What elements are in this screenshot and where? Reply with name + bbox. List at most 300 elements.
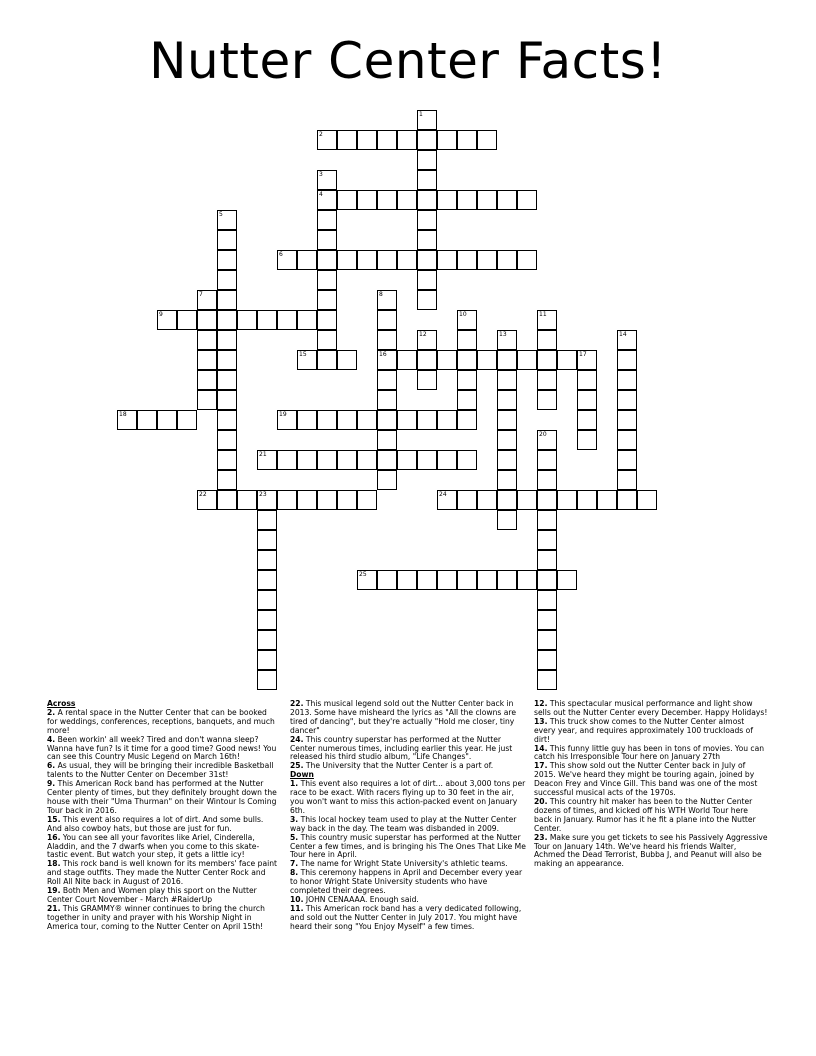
- grid-cell[interactable]: [297, 450, 317, 470]
- clue-number: 14: [619, 331, 627, 338]
- grid-cell[interactable]: [337, 190, 357, 210]
- across-clue: [47, 887, 279, 905]
- grid-cell[interactable]: [257, 650, 277, 670]
- grid-cell[interactable]: [537, 550, 557, 570]
- grid-cell[interactable]: [537, 590, 557, 610]
- grid-cell[interactable]: [457, 390, 477, 410]
- grid-cell[interactable]: [497, 430, 517, 450]
- grid-cell[interactable]: [617, 350, 637, 370]
- clue-number: 13: [499, 331, 507, 338]
- grid-cell[interactable]: [197, 370, 217, 390]
- grid-cell[interactable]: [377, 310, 397, 330]
- grid-cell[interactable]: [357, 130, 377, 150]
- grid-cell[interactable]: [217, 330, 237, 350]
- clue-number-label: 7.: [290, 859, 299, 869]
- across-clues-part-2: [290, 700, 526, 771]
- across-clue: [290, 736, 526, 763]
- grid-cell[interactable]: [617, 450, 637, 470]
- grid-cell[interactable]: [217, 370, 237, 390]
- grid-cell[interactable]: [257, 490, 277, 510]
- grid-cell[interactable]: [537, 310, 557, 330]
- grid-cell[interactable]: [477, 570, 497, 590]
- grid-cell[interactable]: [217, 290, 237, 310]
- grid-cell[interactable]: [277, 490, 297, 510]
- grid-cell[interactable]: [197, 350, 217, 370]
- grid-cell[interactable]: [617, 390, 637, 410]
- grid-cell[interactable]: [297, 490, 317, 510]
- grid-cell[interactable]: [577, 370, 597, 390]
- grid-cell[interactable]: [537, 630, 557, 650]
- grid-cell[interactable]: [417, 230, 437, 250]
- grid-cell[interactable]: [497, 370, 517, 390]
- grid-cell[interactable]: [477, 130, 497, 150]
- grid-cell[interactable]: [497, 350, 517, 370]
- across-clue: [290, 762, 526, 771]
- grid-cell[interactable]: [277, 250, 297, 270]
- grid-cell[interactable]: [257, 510, 277, 530]
- grid-cell[interactable]: [457, 190, 477, 210]
- clue-number: 20: [539, 431, 547, 438]
- grid-cell[interactable]: [377, 250, 397, 270]
- grid-cell[interactable]: [417, 330, 437, 350]
- across-clue: [47, 736, 279, 763]
- clue-number-label: 18.: [47, 859, 61, 869]
- clue-number: 12: [419, 331, 427, 338]
- grid-cell[interactable]: [497, 470, 517, 490]
- clue-text: This event also requires a lot of dirt. And some bulls. And also cowboy hats, but those are just for fun.: [47, 814, 264, 833]
- clue-number: 21: [259, 451, 267, 458]
- clue-number: 15: [299, 351, 307, 358]
- grid-cell[interactable]: [177, 410, 197, 430]
- clue-text: This country hit maker has been to the Nutter Center dozens of times, and kicked off his WTH World Tour here back in January. Rumor has it he fit a plane into the Nutter Center.: [534, 796, 756, 833]
- grid-cell[interactable]: [577, 490, 597, 510]
- down-clue: [290, 816, 526, 834]
- grid-cell[interactable]: [497, 250, 517, 270]
- grid-cell[interactable]: [537, 390, 557, 410]
- clue-number-label: 8.: [290, 868, 299, 878]
- clues-column-3: [534, 700, 768, 869]
- grid-cell[interactable]: [317, 130, 337, 150]
- grid-cell[interactable]: [257, 670, 277, 690]
- grid-cell[interactable]: [217, 270, 237, 290]
- grid-cell[interactable]: [337, 250, 357, 270]
- grid-cell[interactable]: [477, 490, 497, 510]
- grid-cell[interactable]: [577, 430, 597, 450]
- grid-cell[interactable]: [377, 470, 397, 490]
- grid-cell[interactable]: [417, 450, 437, 470]
- grid-cell[interactable]: [497, 390, 517, 410]
- clue-number: 11: [539, 311, 547, 318]
- grid-cell[interactable]: [257, 630, 277, 650]
- grid-cell[interactable]: [337, 450, 357, 470]
- clue-text: This local hockey team used to play at the Nutter Center way back in the day. The team was disbanded in 2009.: [290, 814, 517, 833]
- grid-cell[interactable]: [357, 190, 377, 210]
- grid-cell[interactable]: [497, 510, 517, 530]
- clue-number-label: 5.: [290, 832, 299, 842]
- grid-cell[interactable]: [377, 290, 397, 310]
- clue-number: 9: [159, 311, 163, 318]
- grid-cell[interactable]: [497, 450, 517, 470]
- clue-number-label: 14.: [534, 743, 548, 753]
- grid-cell[interactable]: [317, 350, 337, 370]
- across-clues-part-1: [47, 709, 279, 932]
- grid-cell[interactable]: [357, 410, 377, 430]
- grid-cell[interactable]: [537, 350, 557, 370]
- grid-cell[interactable]: [297, 410, 317, 430]
- grid-cell[interactable]: [377, 130, 397, 150]
- clue-number: 3: [319, 171, 323, 178]
- clue-number: 17: [579, 351, 587, 358]
- down-clues-part-1: [290, 780, 526, 931]
- grid-cell[interactable]: [537, 430, 557, 450]
- grid-cell[interactable]: [317, 190, 337, 210]
- clue-number-label: 20.: [534, 796, 548, 806]
- across-clue: [47, 834, 279, 861]
- grid-cell[interactable]: [537, 510, 557, 530]
- clue-number: 24: [439, 491, 447, 498]
- grid-cell[interactable]: [617, 490, 637, 510]
- grid-cell[interactable]: [417, 410, 437, 430]
- grid-cell[interactable]: [317, 250, 337, 270]
- clue-number: 19: [279, 411, 287, 418]
- grid-cell[interactable]: [537, 370, 557, 390]
- grid-cell[interactable]: [417, 570, 437, 590]
- grid-cell[interactable]: [457, 250, 477, 270]
- grid-cell[interactable]: [557, 350, 577, 370]
- clue-number-label: 13.: [534, 716, 548, 726]
- clue-number: 1: [419, 111, 423, 118]
- grid-cell[interactable]: [417, 370, 437, 390]
- clue-number-label: 12.: [534, 699, 548, 708]
- clue-text: This spectacular musical performance and light show sells out the Nutter Center every December. Happy Holidays!: [534, 699, 768, 717]
- grid-cell[interactable]: [417, 290, 437, 310]
- clues-column-1: [47, 700, 279, 932]
- grid-cell[interactable]: [537, 490, 557, 510]
- clue-number: 7: [199, 291, 203, 298]
- grid-cell[interactable]: [257, 450, 277, 470]
- clue-text: As usual, they will be bringing their incredible Basketball talents to the Nutter Center on December 31st!: [47, 761, 274, 780]
- grid-cell[interactable]: [537, 650, 557, 670]
- grid-cell[interactable]: [477, 190, 497, 210]
- grid-cell[interactable]: [437, 130, 457, 150]
- grid-cell[interactable]: [437, 350, 457, 370]
- clue-number: 8: [379, 291, 383, 298]
- clue-number-label: 3.: [290, 814, 299, 824]
- grid-cell[interactable]: [217, 350, 237, 370]
- grid-cell[interactable]: [277, 310, 297, 330]
- grid-cell[interactable]: [317, 310, 337, 330]
- grid-cell[interactable]: [197, 310, 217, 330]
- grid-cell[interactable]: [537, 670, 557, 690]
- grid-cell[interactable]: [177, 310, 197, 330]
- grid-cell[interactable]: [417, 270, 437, 290]
- grid-cell[interactable]: [217, 410, 237, 430]
- grid-cell[interactable]: [377, 350, 397, 370]
- grid-cell[interactable]: [437, 190, 457, 210]
- clue-text: A rental space in the Nutter Center that can be booked for weddings, conferences, receptions, banquets, and much more!: [47, 707, 275, 735]
- grid-cell[interactable]: [497, 330, 517, 350]
- clue-text: The name for Wright State University's athletic teams.: [298, 859, 508, 869]
- grid-cell[interactable]: [237, 310, 257, 330]
- grid-cell[interactable]: [517, 250, 537, 270]
- clue-number: 5: [219, 211, 223, 218]
- clues-column-2: [290, 700, 526, 932]
- grid-cell[interactable]: [637, 490, 657, 510]
- grid-cell[interactable]: [517, 350, 537, 370]
- clue-number: 6: [279, 251, 283, 258]
- clue-number-label: 25.: [290, 761, 304, 771]
- across-clue: [47, 780, 279, 816]
- clue-number-label: 16.: [47, 832, 61, 842]
- down-header: Down: [290, 770, 314, 780]
- grid-cell[interactable]: [517, 190, 537, 210]
- clue-number-label: 19.: [47, 886, 61, 896]
- grid-cell[interactable]: [397, 410, 417, 430]
- grid-cell[interactable]: [617, 370, 637, 390]
- clue-text: This truck show comes to the Nutter Center almost every year, and requires approximately 100 truckloads of dirt!: [534, 716, 753, 744]
- grid-cell[interactable]: [317, 330, 337, 350]
- clue-text: This rock band is well known for its members' face paint and stage outfits. They made the Nutter Center Rock and Roll All Nite back in August of 2016.: [47, 859, 278, 887]
- down-clue: [534, 718, 768, 745]
- grid-cell[interactable]: [557, 570, 577, 590]
- grid-cell[interactable]: [457, 450, 477, 470]
- grid-cell[interactable]: [217, 230, 237, 250]
- down-clue: [290, 869, 526, 896]
- grid-cell[interactable]: [397, 130, 417, 150]
- grid-cell[interactable]: [377, 430, 397, 450]
- across-header: Across: [47, 699, 76, 708]
- grid-cell[interactable]: [477, 250, 497, 270]
- grid-cell[interactable]: [217, 390, 237, 410]
- grid-cell[interactable]: [517, 490, 537, 510]
- grid-cell[interactable]: [617, 430, 637, 450]
- grid-cell[interactable]: [217, 250, 237, 270]
- clue-text: Both Men and Women play this sport on the Nutter Center Court November - March #RaiderUp: [47, 886, 257, 904]
- across-clue: [47, 905, 279, 932]
- down-clue: [290, 834, 526, 861]
- grid-cell[interactable]: [437, 570, 457, 590]
- grid-cell[interactable]: [457, 490, 477, 510]
- grid-cell[interactable]: [197, 490, 217, 510]
- across-clue: [47, 709, 279, 736]
- clue-text: This American Rock band has performed at the Nutter Center plenty of times, but they definitely brought down the house with their "Uma Thurman" on their Wintour Is Coming Tour back in 2016.: [47, 779, 277, 815]
- grid-cell[interactable]: [557, 490, 577, 510]
- grid-cell[interactable]: [277, 410, 297, 430]
- grid-cell[interactable]: [577, 390, 597, 410]
- grid-cell[interactable]: [537, 610, 557, 630]
- grid-cell[interactable]: [617, 410, 637, 430]
- grid-cell[interactable]: [197, 390, 217, 410]
- grid-cell[interactable]: [217, 490, 237, 510]
- down-clue: [534, 798, 768, 834]
- grid-cell[interactable]: [257, 530, 277, 550]
- grid-cell[interactable]: [417, 170, 437, 190]
- grid-cell[interactable]: [117, 410, 137, 430]
- clue-text: This American rock band has a very dedicated following, and sold out the Nutter Center in July 2017. You might have heard their song "You Enjoy Myself" a few times.: [290, 903, 522, 931]
- grid-cell[interactable]: [457, 130, 477, 150]
- grid-cell[interactable]: [417, 190, 437, 210]
- grid-cell[interactable]: [317, 410, 337, 430]
- across-clue: [47, 816, 279, 834]
- grid-cell[interactable]: [217, 310, 237, 330]
- grid-cell[interactable]: [157, 410, 177, 430]
- grid-cell[interactable]: [237, 490, 257, 510]
- grid-cell[interactable]: [397, 450, 417, 470]
- grid-cell[interactable]: [377, 330, 397, 350]
- grid-cell[interactable]: [397, 190, 417, 210]
- grid-cell[interactable]: [377, 190, 397, 210]
- down-clue: [290, 780, 526, 816]
- grid-cell[interactable]: [337, 130, 357, 150]
- clue-number-label: 10.: [290, 894, 304, 904]
- clue-text: This musical legend sold out the Nutter Center back in 2013. Some have misheard the lyrics as "All the clowns are tired of dancing", but they're actually "Hold me closer, tiny dancer": [290, 699, 517, 735]
- clue-text: The University that the Nutter Center is a part of.: [303, 761, 494, 771]
- grid-cell[interactable]: [137, 410, 157, 430]
- grid-cell[interactable]: [317, 170, 337, 190]
- clue-text: This ceremony happens in April and December every year to honor Wright State University students who have completed their degrees.: [290, 868, 523, 896]
- grid-cell[interactable]: [497, 490, 517, 510]
- grid-cell[interactable]: [217, 450, 237, 470]
- clue-number-label: 9.: [47, 779, 56, 789]
- clue-number: 23: [259, 491, 267, 498]
- clue-text: This show sold out the Nutter Center back in July of 2015. We've heard they might be touring again, joined by Deacon Frey and Vince Gill. This band was one of the most successful musical acts of the 1970s.: [534, 761, 758, 798]
- grid-cell[interactable]: [277, 450, 297, 470]
- page-title: Nutter Center Facts!: [149, 32, 667, 90]
- grid-cell[interactable]: [217, 430, 237, 450]
- grid-cell[interactable]: [397, 570, 417, 590]
- grid-cell[interactable]: [417, 250, 437, 270]
- grid-cell[interactable]: [257, 610, 277, 630]
- grid-cell[interactable]: [577, 410, 597, 430]
- grid-cell[interactable]: [537, 450, 557, 470]
- grid-cell[interactable]: [617, 470, 637, 490]
- clue-number-label: 17.: [534, 761, 548, 771]
- grid-cell[interactable]: [397, 350, 417, 370]
- clue-text: This funny little guy has been in tons of movies. You can catch his Irresponsible Tour here on January 27th: [534, 743, 765, 762]
- grid-cell[interactable]: [317, 210, 337, 230]
- grid-cell[interactable]: [417, 150, 437, 170]
- grid-cell[interactable]: [477, 350, 497, 370]
- grid-cell[interactable]: [357, 450, 377, 470]
- clue-number: 4: [319, 191, 323, 198]
- grid-cell[interactable]: [337, 410, 357, 430]
- down-clue: [534, 762, 768, 798]
- across-clue: [47, 762, 279, 780]
- grid-cell[interactable]: [377, 390, 397, 410]
- clue-text: JOHN CENAAAA. Enough said.: [303, 894, 419, 904]
- grid-cell[interactable]: [317, 270, 337, 290]
- grid-cell[interactable]: [497, 410, 517, 430]
- clue-number-label: 23.: [534, 832, 548, 842]
- grid-cell[interactable]: [357, 250, 377, 270]
- clue-text: This country superstar has performed at the Nutter Center numerous times, including earlier this year. He just released his third studio album, "Life Changes".: [290, 734, 513, 762]
- grid-cell[interactable]: [617, 330, 637, 350]
- clue-number: 22: [199, 491, 207, 498]
- grid-cell[interactable]: [317, 290, 337, 310]
- grid-cell[interactable]: [457, 310, 477, 330]
- grid-cell[interactable]: [417, 350, 437, 370]
- grid-cell[interactable]: [337, 490, 357, 510]
- across-clue: [290, 700, 526, 736]
- grid-cell[interactable]: [537, 330, 557, 350]
- grid-cell[interactable]: [437, 450, 457, 470]
- clue-number-label: 24.: [290, 734, 304, 744]
- grid-cell[interactable]: [437, 490, 457, 510]
- clue-text: You can see all your favorites like Ariel, Cinderella, Aladdin, and the 7 dwarfs when you come to this skate-tastic event. But watch your step, it gets a little icy!: [47, 832, 260, 860]
- grid-cell[interactable]: [457, 570, 477, 590]
- grid-cell[interactable]: [377, 570, 397, 590]
- clue-number: 18: [119, 411, 127, 418]
- grid-cell[interactable]: [297, 310, 317, 330]
- grid-cell[interactable]: [257, 590, 277, 610]
- grid-cell[interactable]: [417, 210, 437, 230]
- grid-cell[interactable]: [317, 450, 337, 470]
- clue-number: 10: [459, 311, 467, 318]
- grid-cell[interactable]: [497, 190, 517, 210]
- down-clue: [534, 700, 768, 718]
- clue-number: 16: [379, 351, 387, 358]
- grid-cell[interactable]: [397, 250, 417, 270]
- grid-cell[interactable]: [457, 350, 477, 370]
- grid-cell[interactable]: [537, 570, 557, 590]
- grid-cell[interactable]: [197, 330, 217, 350]
- across-clue: [47, 860, 279, 887]
- clue-number-label: 11.: [290, 903, 304, 913]
- grid-cell[interactable]: [357, 490, 377, 510]
- grid-cell[interactable]: [537, 470, 557, 490]
- grid-cell[interactable]: [517, 570, 537, 590]
- grid-cell[interactable]: [437, 250, 457, 270]
- grid-cell[interactable]: [497, 570, 517, 590]
- clue-text: Been workin' all week? Tired and don't wanna sleep? Wanna have fun? Is it time for a good time? Good news! You can see this Country Music Legend on March 16th!: [47, 734, 277, 762]
- grid-cell[interactable]: [337, 350, 357, 370]
- grid-cell[interactable]: [417, 130, 437, 150]
- grid-cell[interactable]: [377, 370, 397, 390]
- grid-cell[interactable]: [417, 110, 437, 130]
- grid-cell[interactable]: [577, 350, 597, 370]
- grid-cell[interactable]: [377, 410, 397, 430]
- grid-cell[interactable]: [257, 570, 277, 590]
- clue-number-label: 6.: [47, 761, 56, 771]
- down-clue: [290, 905, 526, 932]
- clue-number: 25: [359, 571, 367, 578]
- grid-cell[interactable]: [317, 490, 337, 510]
- clue-number-label: 4.: [47, 734, 56, 744]
- clue-text: This GRAMMY® winner continues to bring the church together in unity and prayer with his Worship Night in America tour, coming to the Nutter Center on April 15th!: [47, 903, 265, 931]
- down-clue: [534, 834, 768, 870]
- grid-cell[interactable]: [317, 230, 337, 250]
- grid-cell[interactable]: [437, 410, 457, 430]
- down-clue: [534, 745, 768, 763]
- down-clues-part-2: [534, 700, 768, 869]
- grid-cell[interactable]: [377, 450, 397, 470]
- grid-cell[interactable]: [297, 350, 317, 370]
- grid-cell[interactable]: [457, 370, 477, 390]
- grid-cell[interactable]: [217, 470, 237, 490]
- grid-cell[interactable]: [197, 290, 217, 310]
- grid-cell[interactable]: [597, 490, 617, 510]
- grid-cell[interactable]: [157, 310, 177, 330]
- clue-number-label: 1.: [290, 779, 299, 789]
- grid-cell[interactable]: [257, 550, 277, 570]
- grid-cell[interactable]: [357, 570, 377, 590]
- grid-cell[interactable]: [217, 210, 237, 230]
- grid-cell[interactable]: [457, 330, 477, 350]
- grid-cell[interactable]: [297, 250, 317, 270]
- grid-cell[interactable]: [457, 410, 477, 430]
- grid-cell[interactable]: [257, 310, 277, 330]
- grid-cell[interactable]: [537, 530, 557, 550]
